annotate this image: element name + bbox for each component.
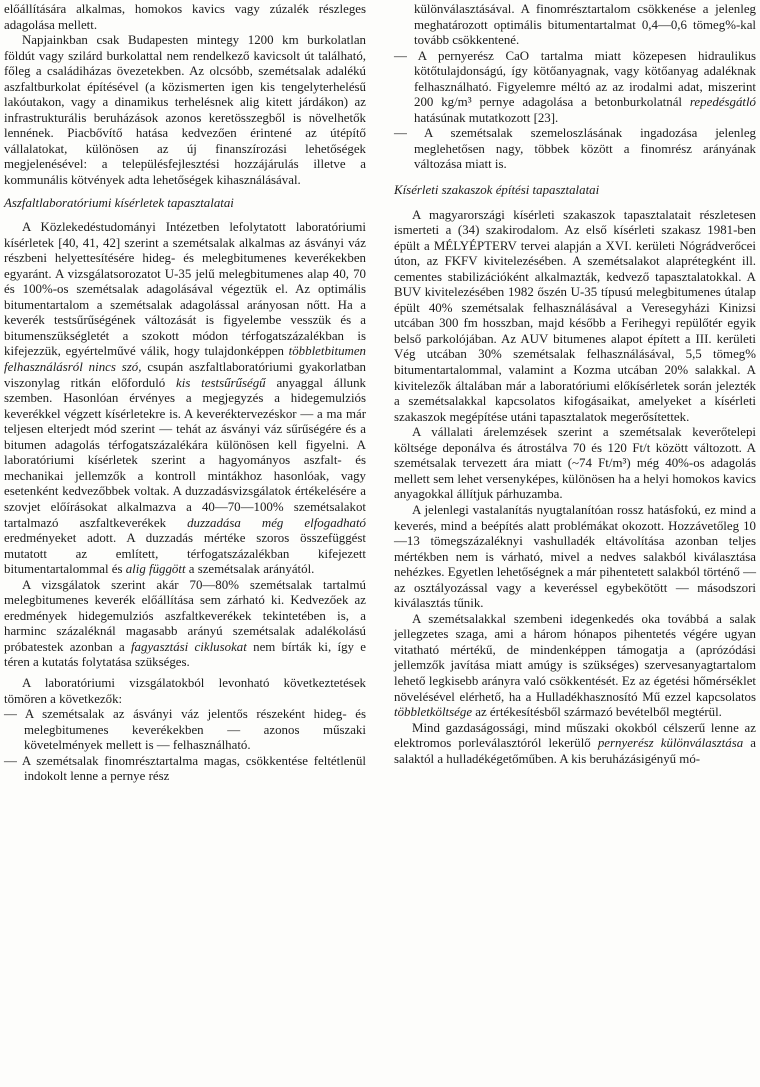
list-item-continued: különválasztásával. A finomrésztartalom csökkenése a jelenleg meghatározott optimális bitumentartalmat 0,4—0,6 tömeg%-kal tovább csökkentené. [414, 2, 756, 48]
list-item: — A szemétsalak szemeloszlásának ingadozása jelenleg meglehetősen nagy, többek között a finomrész arányának változása miatt is. [394, 126, 756, 172]
text-run: anyaggal állunk szemben. Hasonlóan érvényes a megjegyzés a hidegemulziós keverékkel végzett kísérletekre is. A keveréktervezéskor — a ma már teljesen elterjedt mód szerint — tehát az ásványi váz sűrűségére és a bitumen adagolás térfogatszázalékára különösen kell figyelni. A laboratóriumi kísérletek szerint a hagyományos aszfalt- és mechanikai jellemzők a kontroll mintákhoz hasonlóak, vagy esetenként kedvezőbbek voltak. A duzzadásvizsgálatok értékelésére a szovjet előírásokat alkalmazva a 40—70—100% szemétsalakot tartalmazó aszfaltkeverékek [4, 375, 367, 530]
paragraph-conclusions: A laboratóriumi vizsgálatokból levonható következtetések tömören a következők: [4, 675, 366, 706]
text-run: nem bírták ki, így e téren a kutatás folytatása szükséges. [4, 639, 366, 670]
list-item: — A szemétsalak az ásványi váz jelentős részeként hideg- és melegbitumenes keverékekben — azonos műszaki követelmények mellett is — felhasználható. [4, 707, 366, 753]
text-run: az értékesítésből származó bevételből megtérül. [472, 705, 722, 720]
emphasis-text: repedésgátló [689, 95, 756, 110]
paragraph-lab-2 [4, 578, 366, 671]
text-run: Mind gazdaságossági, mind műszaki okokból célszerű lenne az elektromos porleválasztóról lekerülő [394, 720, 756, 751]
text-run: — A pernyerész CaO tartalma miatt közepesen hidraulikus kötőtulajdonságú, így kötőanyagnak, vagy kötőanyag adaléknak felhasználható. Figyelemre méltó az az irodalmi adat, miszerint 200 kg/m³ pernye adagolása a betonburkolatnál [394, 48, 756, 110]
paragraph-intro-end: előállítására alkalmas, homokos kavics vagy zúzalék részleges adagolása mellett. [4, 2, 366, 32]
paragraph-lab-1 [4, 220, 366, 578]
text-run: A szemétsalakkal szembeni idegenkedés oka továbbá a salak jellegzetes szaga, ami a három hónapos pihentetés végére ugyan vitatható mértékű, de mindenképpen támogatja a (aprózódási jellemzők javítása miatt amúgy is szükséges) szervesanyagtartalom lehető legkisebb arányra való csökkentését. Ez az égetési hőmérséklet növelésével elérhető, ha a Hulladékhasznosító Mű ezzel kapcsolatos [394, 611, 756, 704]
emphasis-text: fagyasztási ciklusokat [130, 639, 247, 654]
heading-lab-experiments: Aszfaltlaboratóriumi kísérletek tapasztalatai [4, 195, 234, 210]
list-item: — A szemétsalak finomrésztartalma magas, csökkentése feltétlenül indokolt lenne a pernye rész [4, 753, 366, 784]
right-column [394, 2, 756, 767]
list-item [394, 49, 756, 127]
text-run: a salaktól a hulladékégetőműben. A kis beruházásigényű mó- [394, 736, 756, 766]
heading-field-sections: Kísérleti szakaszok építési tapasztalatai [394, 183, 600, 198]
text-run: A Közlekedéstudományi Intézetben lefolytatott laboratóriumi kísérletek [40, 41, 42] szerint a szemétsalak alkalmas az ásványi váz részbeni helyettesítésére hideg- és melegbitumenes keverékekben egyaránt. A vizsgálatsorozatot U-35 jelű melegbitumenes alap 40, 70 és 100%-os szemétsalak adagolásával végeztük el. Az optimális bitumentartalom a szemétsalak adagolással arányosan nőtt. Ha a keverék testsűrűségének változását is figyelembe vesszük és a bitumenszükségletét a szokott módon térfogatszázalékban is kifejezzük, egyértelművé válik, hogy tulajdonképpen [4, 220, 366, 359]
text-run: eredményeket adott. A duzzadás mértéke szoros összefüggést mutatott az említett, térfogatszázalékban kifejezett bitumentartalommal és [4, 531, 366, 577]
text-run: csupán aszfaltlaboratóriumi gyakorlatban viszonylag ritkán előforduló [4, 360, 366, 390]
emphasis-text: többletbitumen felhasználásról nincs szó, [4, 344, 366, 375]
text-run: hatásúnak mutatkozott [23]. [414, 110, 559, 125]
paragraph-field-3: A jelenlegi vastalanítás nyugtalanítóan rossz hatásfokú, ez mind a keverés, mind a beépítés alatt problémákat okozott. Hozzávetőleg 10—13 tömegszázaléknyi vashulladék eltávolítása azonban teljes mértékben nem is várható, mivel a nedves salakból kiválasztása nehézkes. Egyetlen lehetőségnek a már pihentetett salakból történő — az osztályozással vagy a keveréssel egybekötött — másodszori kiválasztás tűnik. [394, 502, 756, 611]
paragraph-field-2: A vállalati árelemzések szerint a szemétsalak keverőtelepi költsége deponálva és átrostálva 70 és 120 Ft/t között változott. A szemétsalak tervezett ára miatt (~74 Ft/m³) még 40%-os adagolás mellett sem lehet versenyképes, különösen ha a helyi homokos kavics anyagokkal állítjuk párhuzamba. [394, 425, 756, 502]
emphasis-text: pernyerész különválasztása [597, 736, 744, 751]
emphasis-text: többletköltsége [394, 705, 473, 720]
paragraph-field-1: A magyarországi kísérleti szakaszok tapasztalatait részletesen ismerteti a (34) szakirodalom. Az első kísérleti szakasz 1981-ben épült a MÉLYÉPTERV tervei alapján a XVI. kerületi Nógrádverőcei úton, az FKFV kivitelezésében. A szemétsalakot alaprétegként ill. cementes stabilizációként alkalmazták, kedvező tapasztalatokkal. A BUV kivitelezésében 1982 őszén U-35 típusú melegbitumenes útalap épült 40% szemétsalak felhasználásával a Veresegyházi Kinizsi utcában 300 fm hosszban, majd később a Ferihegyi repülőtér egyik belső parkolójában. Az AUV bitumenes alapot épített a III. kerületi Vég utcában 30% szemétsalak felhasználásával, 5,5 tömeg% bitumentartalommal, valamint a Kozma utcában 20% salakkal. A kivitelezők általában már a laboratóriumi előkísérletek során jelezték a szemétsalakkal kapcsolatos kifogásaikat, amelyeket a kísérleti szakaszok megépítése utáni tapasztalatok megerősítettek. [394, 207, 756, 424]
text-run: A vizsgálatok szerint akár 70—80% szemétsalak tartalmú melegbitumenes keverék előállítása sem zárható ki. Kedvezőek az eredmények hidegemulziós aszfaltkeverékek tekintetében is, a harminc százaléknál magasabb arányú szemétsalak adalékolású próbatestek azonban a [4, 577, 366, 654]
emphasis-text: duzzadása még elfogadható [187, 515, 366, 530]
paragraph-field-4 [394, 612, 756, 721]
text-run: a szemétsalak arányától. [185, 562, 315, 577]
left-column [4, 2, 366, 785]
paragraph-field-5 [394, 721, 756, 768]
emphasis-text: alig függött [125, 562, 186, 577]
emphasis-text: kis testsűrűségű [176, 375, 266, 390]
paragraph-budapest: Napjainkban csak Budapesten mintegy 1200 km burkolatlan földút vagy szilárd burkolattal nem rendelkező kavicsolt út található, főleg a családiházas övezetekben. Az olcsóbb, szemétsalak adalékú aszfaltburkolat építésével (a közismerten igen kis tengelyterhelésű lakóutakon, vagy a dinamikus terhelésnek alig kitett járdákon) az infrastrukturális beruházások azonos keretösszegből is növelhetők lennének. Piacbővítő hatása kedvezően érintené az útépítő vállalatokat, különösen az új finanszírozási lehetőségek megjelenésével: a településfejlesztési hozzájárulás illetve a kommunális kötvények adta lehetőségek kihasználásával. [4, 33, 366, 188]
